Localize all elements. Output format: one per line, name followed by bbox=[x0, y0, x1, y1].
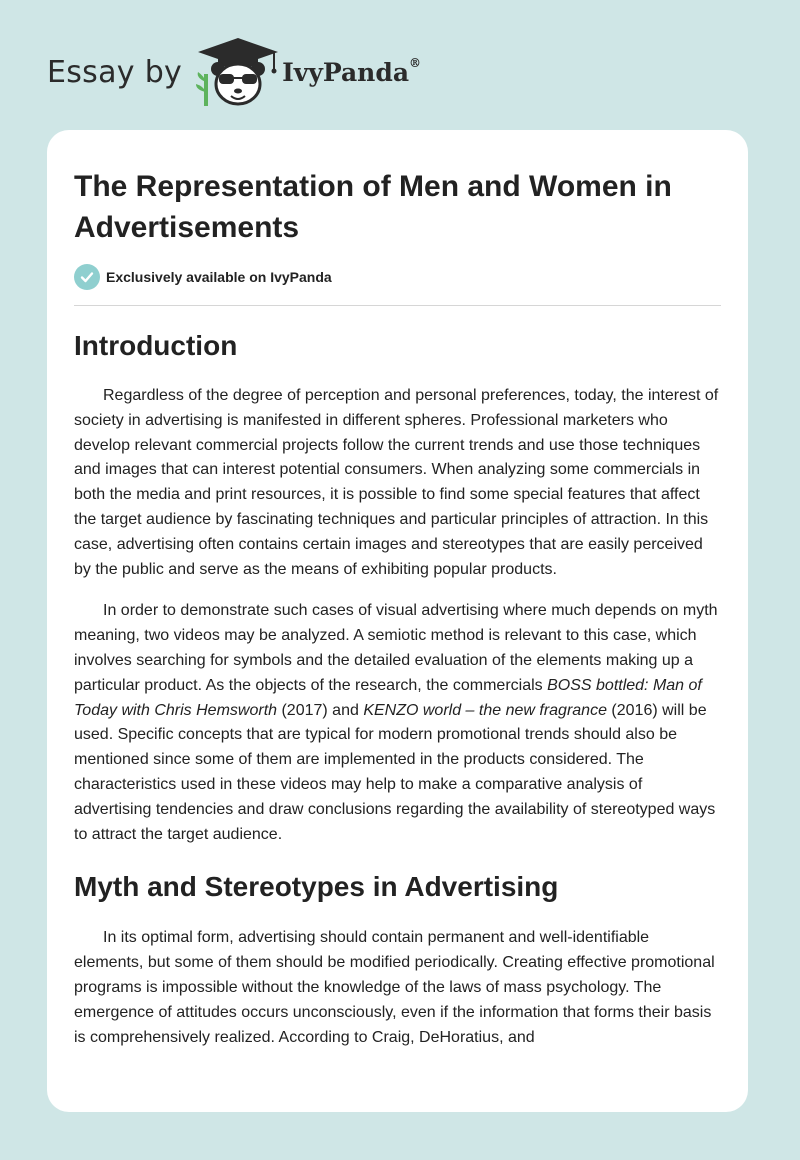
brand-prefix: Essay by bbox=[47, 54, 183, 90]
divider bbox=[74, 305, 721, 306]
essay-title: The Representation of Men and Women in Advertisements bbox=[74, 170, 672, 244]
site-header bbox=[47, 36, 421, 108]
section-heading-introduction: Introduction bbox=[74, 330, 238, 361]
badge-label: Exclusively available on IvyPanda bbox=[106, 269, 332, 285]
paragraph-intro-2: In order to demonstrate such cases of visual advertising where much depends on myth meaning, two videos may be analyzed. A semiotic method is relevant to this case, which involves searching for symbols and the detailed evaluation of the elements making up a particular product. As the objects of the research, the commercials BOSS bottled: Man of Today with Chris Hemsworth (2017) and KENZO world – the new fragrance (2016) will be used. Specific concepts that are typical for modern promotional trends should also be mentioned since some of them are implemented in the products considered. The characteristics used in these videos may help to make a comparative analysis of advertising tendencies and draw conclusions regarding the availability of stereotyped ways to attract the target audience. bbox=[74, 602, 718, 843]
commercial-title-kenzo: KENZO world – the new fragrance bbox=[363, 701, 607, 719]
section-heading-myth: Myth and Stereotypes in Advertising bbox=[74, 871, 559, 903]
exclusive-badge bbox=[74, 264, 721, 290]
commercial-title-boss: BOSS bottled: Man of Today with Chris Hemsworth bbox=[74, 676, 702, 719]
brand-name: IvyPanda® bbox=[282, 55, 422, 87]
panda-logo-icon[interactable] bbox=[194, 36, 282, 108]
paragraph-myth-1: In its optimal form, advertising should contain permanent and well-identifiable elements, but some of them should be modified periodically. Creating effective promotional programs is impossible without the knowledge of the laws of mass psychology. The emergence of attitudes occurs unconsciously, even if the information that forms their basis is comprehensively realized. According to Craig, DeHoratius, and bbox=[74, 929, 715, 1046]
essay-card bbox=[47, 130, 748, 1112]
checkmark-icon bbox=[74, 264, 100, 290]
paragraph-intro-1: Regardless of the degree of perception and personal preferences, today, the interest of society in advertising is manifested in different spheres. Professional marketers who develop relevant commercial projects follow the current trends and use those techniques and images that can interest potential consumers. When analyzing some commercials in both the media and print resources, it is possible to find some special features that affect the target audience by fascinating techniques and particular principles of attraction. In this case, advertising often contains certain images and stereotypes that are easily perceived by the public and serve as the means of exhibiting popular products. bbox=[74, 387, 719, 578]
